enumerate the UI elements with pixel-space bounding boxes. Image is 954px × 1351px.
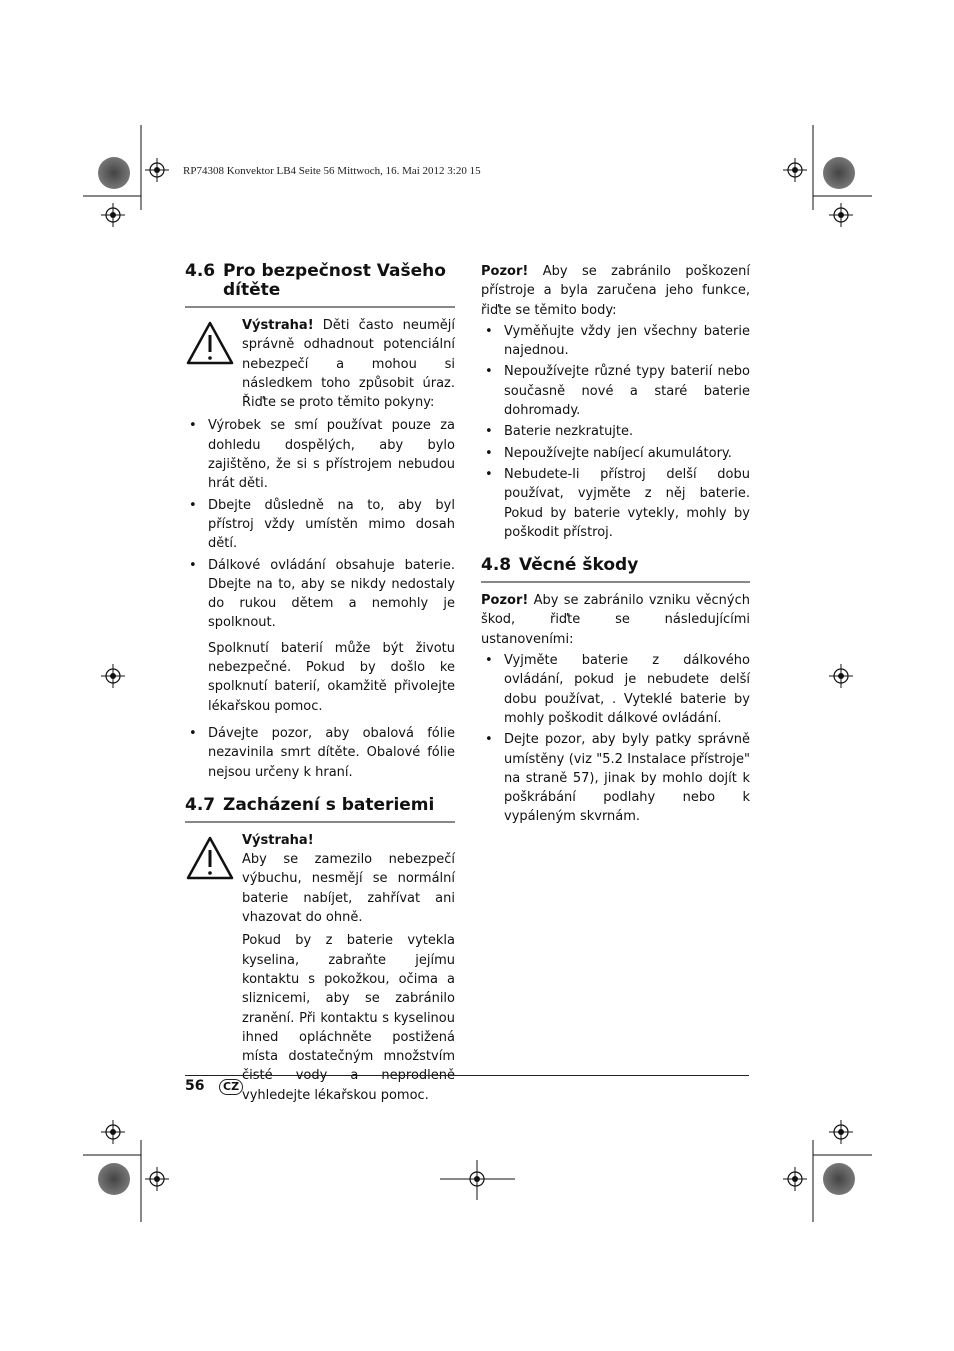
warning-lead: Výstraha! bbox=[242, 832, 314, 848]
page-number: 56 bbox=[185, 1078, 205, 1094]
property-damage-list bbox=[481, 651, 750, 827]
child-safety-list-2 bbox=[185, 724, 455, 782]
right-column bbox=[481, 262, 750, 831]
list-item: • Nepoužívejte různé typy baterií nebo současně nové a staré baterie dohromady. bbox=[481, 362, 750, 420]
footer-rule bbox=[185, 1075, 749, 1076]
list-item: • Výrobek se smí používat pouze za dohledu dospělých, aby bylo zajištěno, že si s přístrojem nebudou hrát děti. bbox=[185, 416, 455, 493]
caution-lead: Pozor! bbox=[481, 593, 529, 609]
language-badge: CZ bbox=[219, 1079, 243, 1095]
section-heading-4-6 bbox=[185, 262, 455, 308]
caution-text: Aby se zabránilo poškození přístroje a byla zaručena jeho funkce, řiďte se těmito body: bbox=[481, 264, 750, 318]
list-item: • Dávejte pozor, aby obalová fólie nezavinila smrt dítěte. Obalové fólie nejsou určeny k hraní. bbox=[185, 724, 455, 782]
list-item: • Dálkové ovládání obsahuje baterie. Dbejte na to, aby se nikdy nedostaly do rukou dětem a nemohly je spolknout. bbox=[185, 556, 455, 633]
warning-triangle-icon bbox=[185, 320, 235, 366]
section-heading-4-8 bbox=[481, 556, 750, 583]
left-column bbox=[185, 262, 455, 1109]
warning-paragraph-2: Pokud by z baterie vytekla kyselina, zabraňte jejímu kontaktu s pokožkou, očima a sliznicemi, aby se zabránilo zranění. Při kontaktu s kyselinou ihned opláchněte postižená místa dostatečným množstvím vyhledejte lékařskou pomoc. bbox=[242, 933, 455, 1103]
section-number: 4.7 bbox=[185, 794, 216, 815]
section-title: Pro bezpečnost Vašeho dítěte bbox=[223, 261, 446, 300]
child-safety-warning bbox=[185, 316, 455, 412]
caution-text: Aby se zabránilo vzniku věcných škod, řiďte se následujícími ustanoveními: bbox=[481, 593, 750, 647]
warning-paragraph-1: Aby se zamezilo nebezpečí výbuchu, nesmějí se normální baterie nabíjet, zahřívat ani vhazovat do ohně. bbox=[242, 852, 455, 926]
warning-paragraph bbox=[242, 316, 455, 412]
caution-lead: Pozor! bbox=[481, 264, 529, 279]
section-title: Zacházení s bateriemi bbox=[223, 794, 435, 815]
print-header: RP74308 Konvektor LB4 Seite 56 Mittwoch, 16. Mai 2012 3:20 15 bbox=[183, 165, 481, 177]
warning-text: Děti často neumějí správně odhadnout potenciální nebezpečí a mohou si následkem toho způsobit úraz. Řiďte se proto těmito pokyny: bbox=[242, 318, 455, 411]
list-item: • Dejte pozor, aby byly patky správně umístěny (viz "5.2 Instalace přístroje" na straně 57), jinak by mohlo dojít k poškrábání podlahy nebo k vypáleným skvrnám. bbox=[481, 730, 750, 826]
battery-care-list bbox=[481, 322, 750, 542]
section-title: Věcné škody bbox=[519, 555, 639, 576]
battery-warning bbox=[185, 831, 455, 1105]
list-item: • Nepoužívejte nabíjecí akumulátory. bbox=[481, 444, 750, 463]
section-number: 4.6 bbox=[185, 261, 216, 281]
property-damage-paragraph bbox=[481, 591, 750, 649]
child-safety-list bbox=[185, 416, 455, 632]
swallow-warning-paragraph: Spolknutí baterií může být životu nebezpečné. Pokud by došlo ke spolknutí baterií, okamžitě přivolejte lékařskou pomoc. bbox=[208, 640, 455, 714]
warning-lead: Výstraha! bbox=[242, 318, 314, 333]
list-item: • Baterie nezkratujte. bbox=[481, 422, 750, 441]
warning-triangle-icon bbox=[185, 835, 235, 881]
list-item: • Vyjměte baterie z dálkového ovládání, pokud je nebudete delší dobu používat, . Vyteklé baterie by mohly poškodit dálkové ovládání. bbox=[481, 651, 750, 728]
list-item: • Nebudete-li přístroj delší dobu používat, vyjměte z něj baterie. Pokud by baterie vytekly, mohly by poškodit přístroj. bbox=[481, 465, 750, 542]
list-item: • Dbejte důsledně na to, aby byl přístroj vždy umístěn mimo dosah dětí. bbox=[185, 496, 455, 554]
section-number: 4.8 bbox=[481, 555, 512, 576]
list-item: • Vyměňujte vždy jen všechny baterie najednou. bbox=[481, 322, 750, 361]
section-heading-4-7 bbox=[185, 796, 455, 823]
battery-caution-paragraph bbox=[481, 262, 750, 320]
warning-lead-line bbox=[242, 831, 455, 850]
